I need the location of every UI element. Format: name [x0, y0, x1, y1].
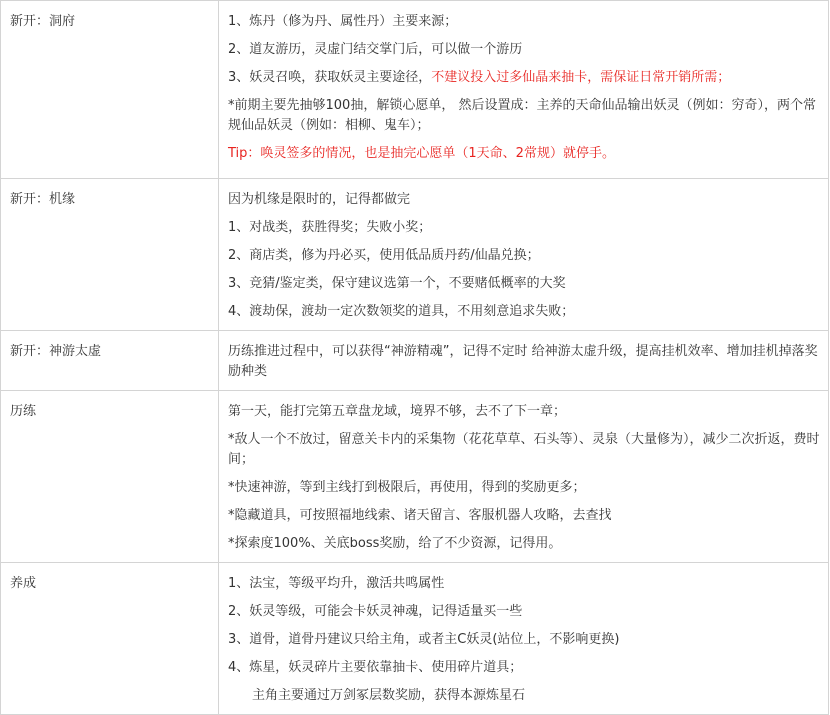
category-cell [1, 179, 219, 331]
category-cell [1, 563, 219, 715]
content-line: *快速神游，等到主线打到极限后，再使用，得到的奖励更多； [228, 480, 586, 495]
table-row [1, 391, 829, 563]
content-line: 第一天，能打完第五章盘龙域，境界不够，去不了下一章； [228, 404, 567, 419]
table-row [1, 563, 829, 715]
category-label: 历练 [10, 404, 37, 419]
content-line: 3、竞猜/鉴定类，保守建议选第一个，不要赌低概率的大奖 [228, 276, 566, 291]
category-label: 新开：机缘 [10, 192, 76, 207]
warning-text: 不建议投入过多仙晶来抽卡，需保证日常开销所需； [431, 70, 731, 85]
category-cell [1, 391, 219, 563]
category-cell [1, 1, 219, 179]
content-line: 主角主要通过万剑冢层数奖励，获得本源炼星石 [252, 688, 526, 703]
content-line: 2、商店类，修为丹必买，使用低品质丹药/仙晶兑换； [228, 248, 540, 263]
content-line: 1、对战类，获胜得奖；失败小奖； [228, 220, 432, 235]
content-line: *隐藏道具，可按照福地线索、诸天留言、客服机器人攻略，去查找 [228, 508, 612, 523]
table-row [1, 331, 829, 391]
content-line: 3、妖灵召唤，获取妖灵主要途径，不建议投入过多仙晶来抽卡，需保证日常开销所需； [228, 70, 731, 85]
content-line: 4、渡劫保，渡劫一定次数领奖的道具，不用刻意追求失败； [228, 304, 575, 319]
category-label: 新开：神游太虚 [10, 344, 102, 359]
content-cell [219, 563, 829, 715]
content-line: 3、道骨，道骨丹建议只给主角，或者主C妖灵(站位上，不影响更换) [228, 632, 620, 647]
category-label: 养成 [10, 576, 37, 591]
content-line: *前期主要先抽够100抽，解锁心愿单， 然后设置成：主养的天命仙品输出妖灵（例如：穷奇），两个常规仙品妖灵（例如：相柳、鬼车）； [228, 98, 816, 133]
content-line: *敌人一个不放过，留意关卡内的采集物（花花草草、石头等）、灵泉（大量修为），减少二次折返，费时间； [228, 432, 820, 467]
content-line: 2、道友游历，灵虚门结交掌门后，可以做一个游历 [228, 42, 523, 57]
content-line: 1、法宝，等级平均升，激活共鸣属性 [228, 576, 445, 591]
content-line: 1、炼丹（修为丹、属性丹）主要来源； [228, 14, 458, 29]
content-line: 历练推进过程中，可以获得“神游精魂”，记得不定时 给神游太虚升级，提高挂机效率、增加挂机掉落奖励种类 [228, 344, 818, 379]
content-line [228, 144, 820, 164]
content-cell [219, 331, 829, 391]
content-line: 4、炼星，妖灵碎片主要依靠抽卡、使用碎片道具； [228, 660, 523, 675]
category-label: 新开：洞府 [10, 14, 76, 29]
tip-text: Tip：唤灵签多的情况，也是抽完心愿单（1天命、2常规）就停手。 [228, 146, 615, 161]
table-row [1, 1, 829, 179]
content-line: 2、妖灵等级，可能会卡妖灵神魂，记得适量买一些 [228, 604, 523, 619]
content-cell [219, 391, 829, 563]
content-line: 因为机缘是限时的，记得都做完 [228, 192, 411, 207]
content-line: *探索度100%、关底boss奖励，给了不少资源，记得用。 [228, 536, 562, 551]
category-cell [1, 331, 219, 391]
content-cell [219, 1, 829, 179]
table-row [1, 179, 829, 331]
content-cell [219, 179, 829, 331]
